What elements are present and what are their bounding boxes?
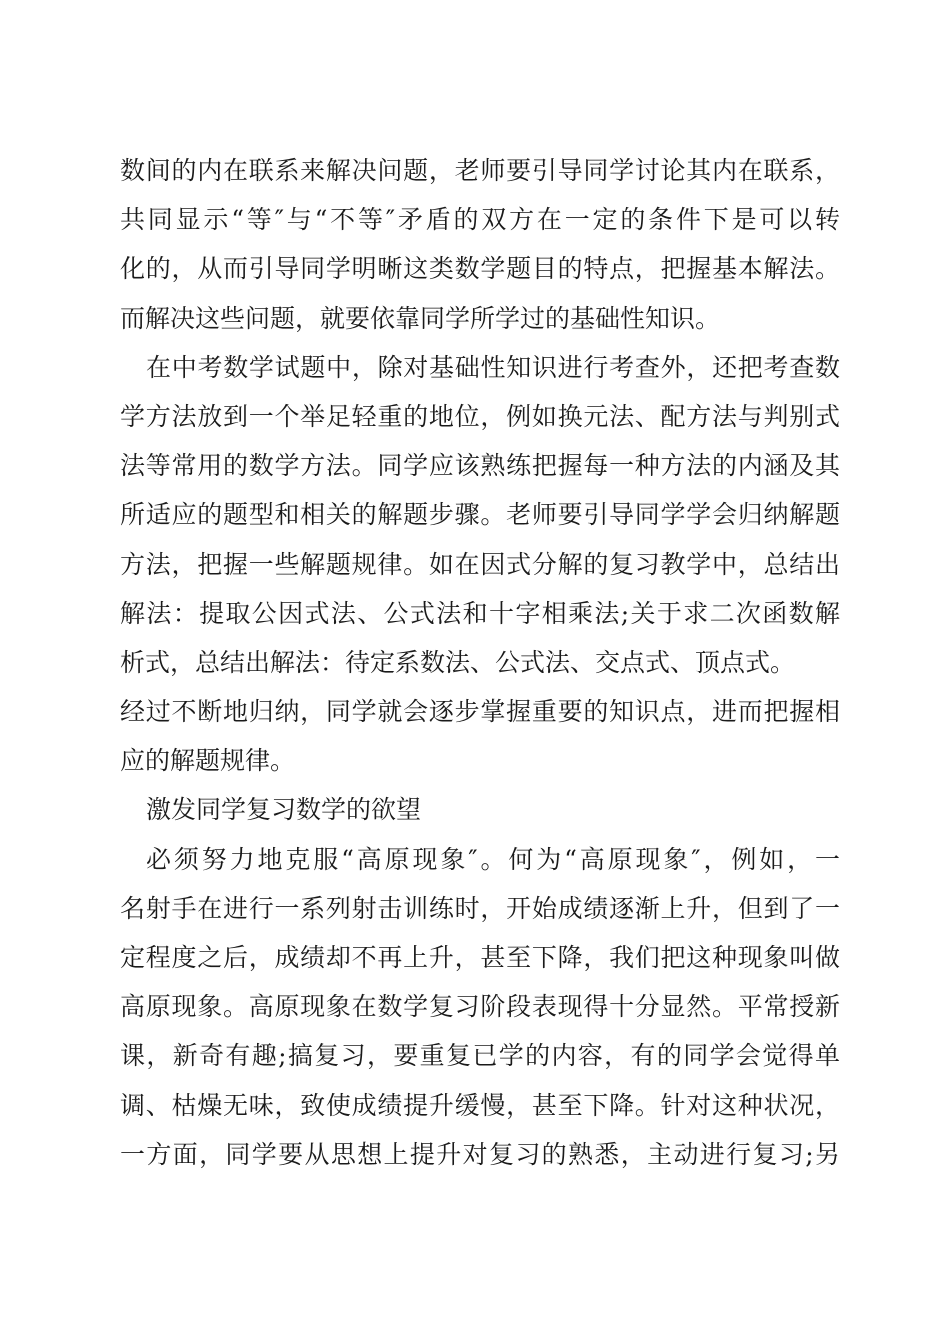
text-line: 课，新奇有趣;搞复习，要重复已学的内容，有的同学会觉得单 (120, 1041, 840, 1071)
text-line: 而解决这些问题，就要依靠同学所学过的基础性知识。 (120, 303, 721, 333)
text-line: 法等常用的数学方法。同学应该熟练把握每一种方法的内涵及其 (120, 451, 840, 481)
text-line: 解法：提取公因式法、公式法和十字相乘法;关于求二次函数解 (120, 598, 840, 628)
text-line: 数间的内在联系来解决问题，老师要引导同学讨论其内在联系， (120, 156, 840, 185)
text-line: 化的，从而引导同学明晰这类数学题目的特点，把握基本解法。 (120, 254, 840, 284)
body-text (120, 146, 840, 1179)
section-heading: 激发同学复习数学的欲望 (146, 795, 422, 825)
text-line: 高原现象。高原现象在数学复习阶段表现得十分显然。平常授新 (120, 992, 840, 1022)
text-line: 在中考数学试题中，除对基础性知识进行考查外，还把考查数 (146, 352, 840, 382)
text-line: 学方法放到一个举足轻重的地位，例如换元法、配方法与判别式 (120, 401, 840, 431)
text-line: 所适应的题型和相关的解题步骤。老师要引导同学学会归纳解题 (120, 500, 840, 530)
text-line: 方法，把握一些解题规律。如在因式分解的复习教学中，总结出 (120, 549, 840, 579)
text-line: 定程度之后，成绩却不再上升，甚至下降，我们把这种现象叫做 (120, 943, 840, 972)
text-line: 名射手在进行一系列射击训练时，开始成绩逐渐上升，但到了一 (120, 893, 840, 923)
text-line: 析式，总结出解法：待定系数法、公式法、交点式、顶点式。 (120, 647, 796, 677)
text-line: 经过不断地归纳，同学就会逐步掌握重要的知识点，进而把握相 (120, 697, 840, 727)
text-line: 共同显示“等″与“不等″矛盾的双方在一定的条件下是可以转 (120, 205, 840, 235)
text-line: 必须努力地克服“高原现象″。何为“高原现象″，例如，一 (146, 844, 840, 874)
text-line: 调、枯燥无味，致使成绩提升缓慢，甚至下降。针对这种状况， (120, 1090, 840, 1120)
text-line: 应的解题规律。 (120, 746, 296, 776)
text-line: 一方面，同学要从思想上提升对复习的熟悉，主动进行复习;另 (120, 1139, 840, 1169)
